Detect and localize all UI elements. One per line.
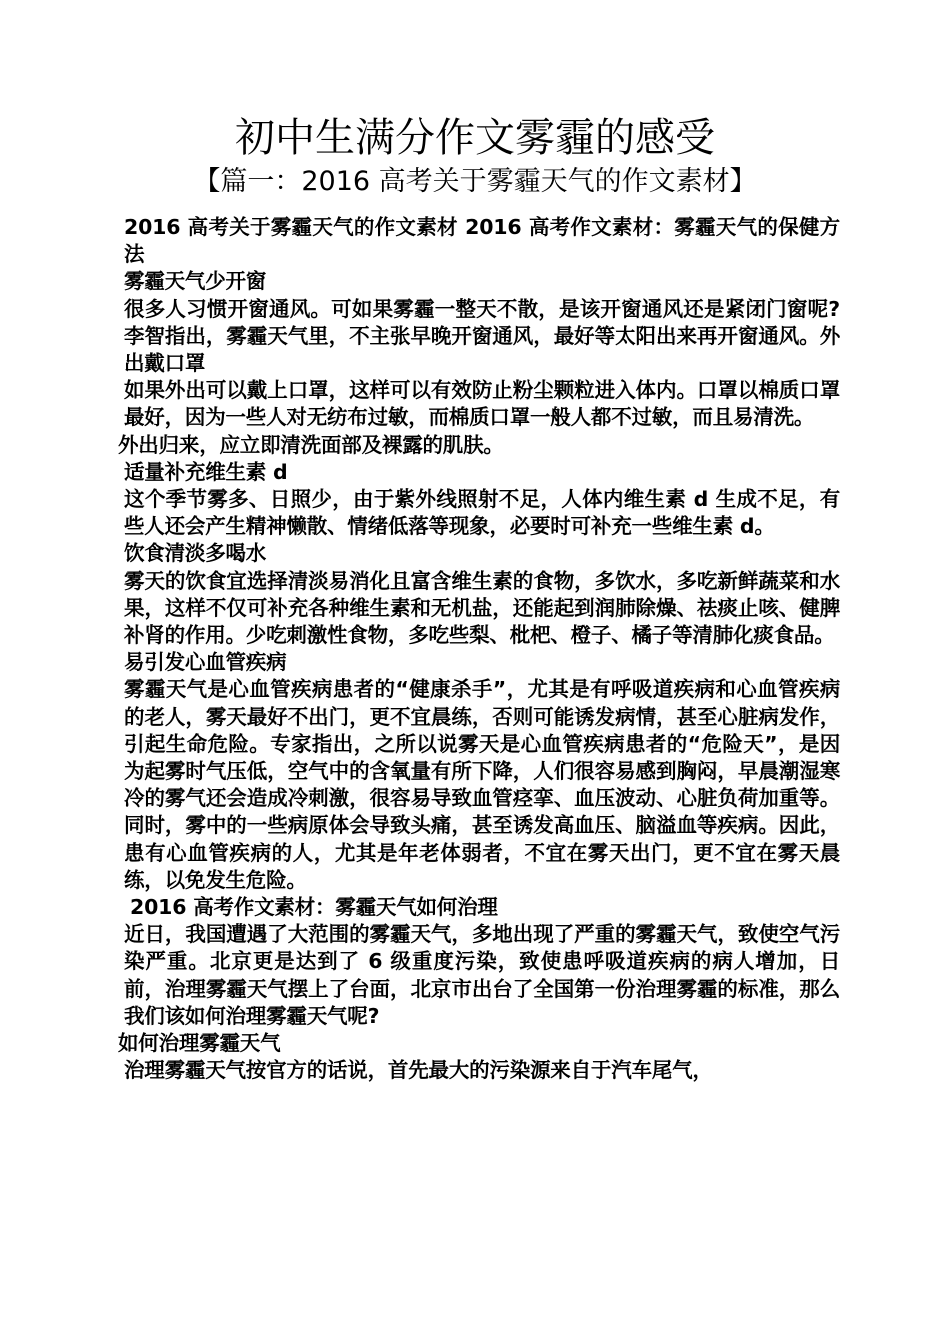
paragraph: 很多人习惯开窗通风。可如果雾霾一整天不散，是该开窗通风还是紧闭门窗呢?李智指出，雾霾天气里，不主张早晚开窗通风，最好等太阳出来再开窗通风。外出戴口罩 [124,296,840,376]
document-title: 初中生满分作文雾霾的感受 [235,115,715,161]
section-heading: 雾霾天气少开窗 [124,269,267,294]
paragraph: 2016 高考关于雾霾天气的作文素材 2016 高考作文素材：雾霾天气的保健方法 [124,215,840,267]
paragraph: 雾霾天气是心血管疾病患者的“健康杀手”，尤其是有呼吸道疾病和心血管疾病的老人，雾天最好不出门，更不宜晨练，否则可能诱发病情，甚至心脏病发作，引起生命危险。专家指出，之所以说雾天是心血管疾病患者的“危险天”，是因为起雾时气压低，空气中的含氧量有所下降，人们很容易感到胸闷，早晨潮湿寒冷的雾气还会造成冷刺激，很容易导致血管痉挛、血压波动、心脏负荷加重等。同时，雾中的一些病原体会导致头痛，甚至诱发高血压、脑溢血等疾病。因此，患有心血管疾病的人，尤其是年老体弱者，不宜在雾天出门，更不宜在雾天晨练，以免发生危险。 [124,677,840,892]
paragraph: 近日，我国遭遇了大范围的雾霾天气，多地出现了严重的雾霾天气，致使空气污染严重。北京更是达到了 6 级重度污染，致使患呼吸道疾病的病人增加，日前，治理雾霾天气摆上了台面，北京市出台了全国第一份治理雾霾的标准，那么我们该如何治理雾霾天气呢? [124,922,840,1028]
paragraph: 雾天的饮食宜选择清淡易消化且富含维生素的食物，多饮水，多吃新鲜蔬菜和水果，这样不仅可补充各种维生素和无机盐，还能起到润肺除燥、祛痰止咳、健脾补肾的作用。少吃刺激性食物，多吃些梨、枇杷、橙子、橘子等清肺化痰食品。 [124,568,840,648]
section-heading: 如何治理雾霾天气 [118,1031,281,1056]
paragraph: 治理雾霾天气按官方的话说，首先最大的污染源来自于汽车尾气， [124,1058,713,1083]
section-heading: 饮食清淡多喝水 [124,541,267,566]
document-subtitle: 【篇一：2016 高考关于雾霾天气的作文素材】 [193,166,757,197]
document-body [118,214,840,1085]
section-heading: 易引发心血管疾病 [124,650,287,675]
paragraph: 如果外出可以戴上口罩，这样可以有效防止粉尘颗粒进入体内。口罩以棉质口罩最好，因为一些人对无纺布过敏，而棉质口罩一般人都不过敏，而且易清洗。 [124,378,840,430]
section-heading: 2016 高考作文素材：雾霾天气如何治理 [130,895,498,920]
paragraph: 外出归来，应立即清洗面部及裸露的肌肤。 [118,432,504,457]
paragraph: 这个季节雾多、日照少，由于紫外线照射不足，人体内维生素 d 生成不足，有些人还会产生精神懒散、情绪低落等现象，必要时可补充一些维生素 d。 [124,487,840,539]
section-heading: 适量补充维生素 d [124,459,288,484]
